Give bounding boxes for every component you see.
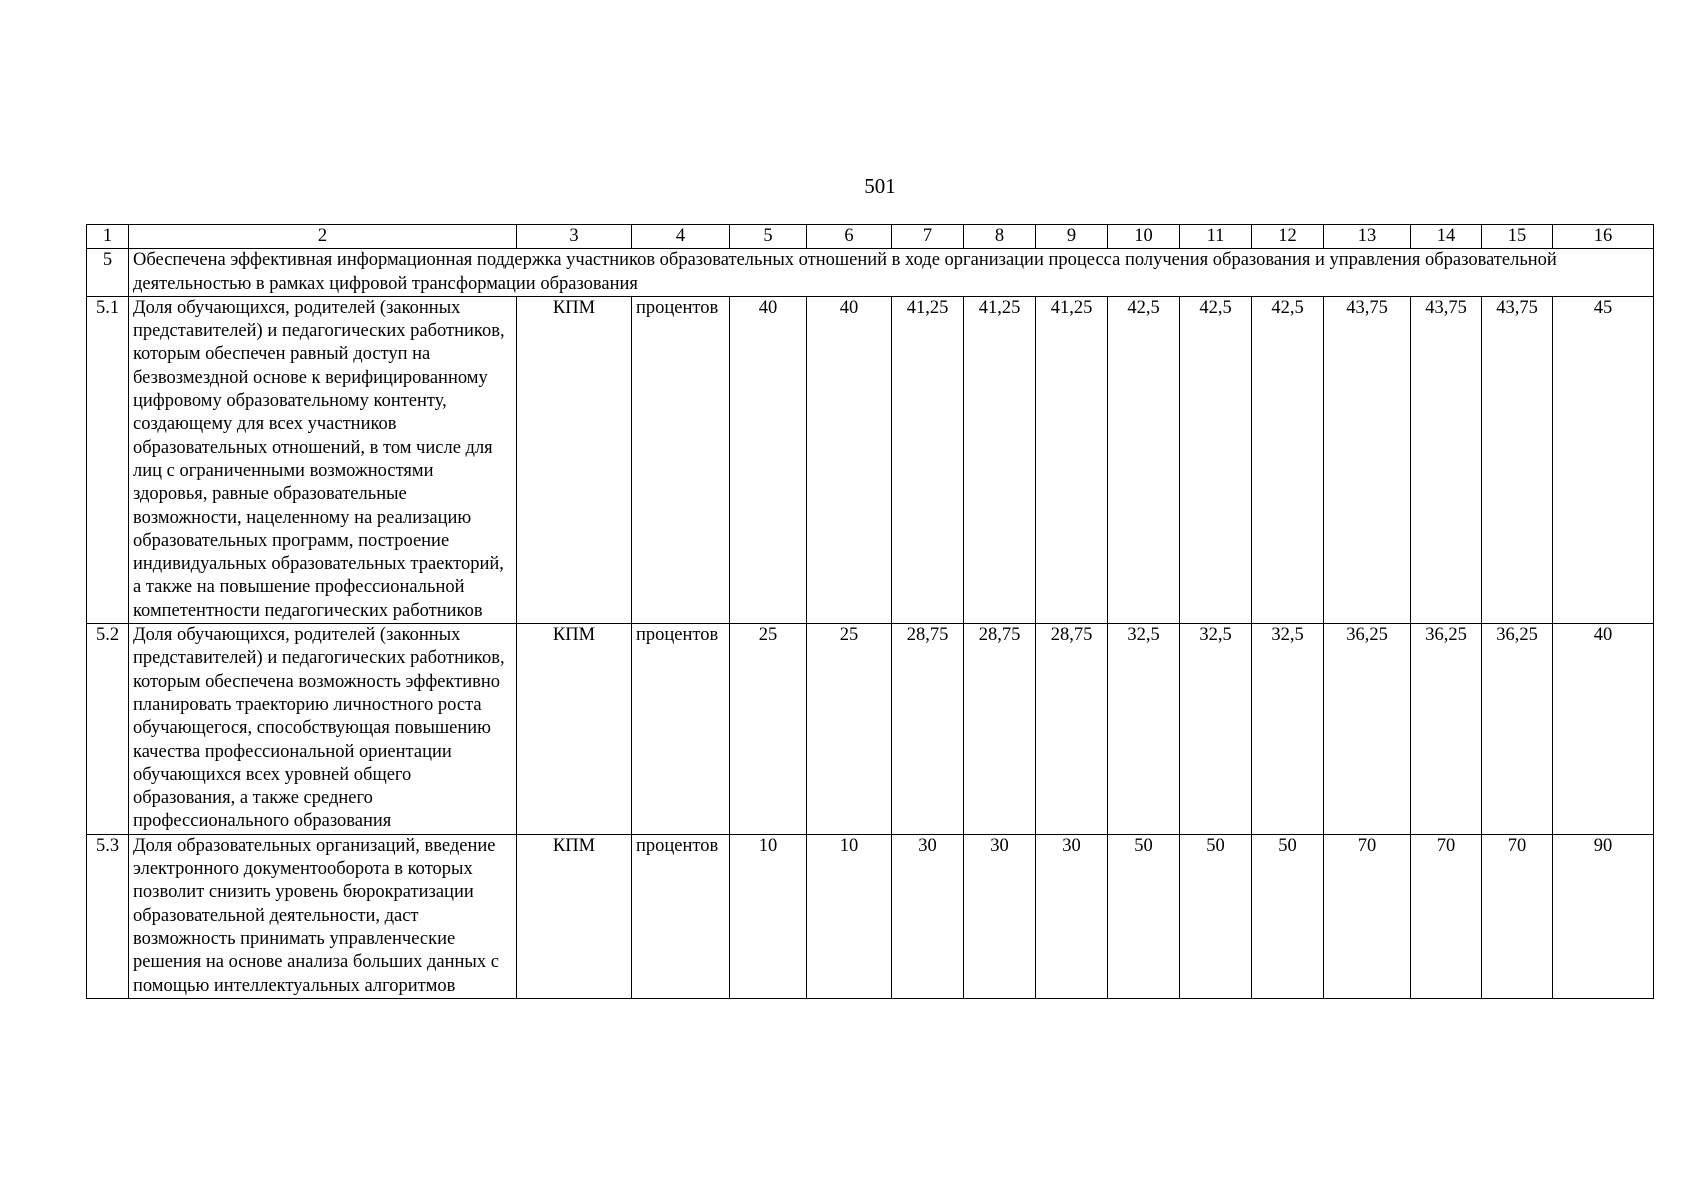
indicator-value: 32,5 bbox=[1252, 624, 1324, 835]
row-number: 5.3 bbox=[87, 834, 129, 998]
indicator-value: 43,75 bbox=[1482, 296, 1553, 623]
table-row bbox=[87, 834, 1654, 998]
indicator-value: 70 bbox=[1411, 834, 1482, 998]
column-number: 12 bbox=[1252, 225, 1324, 249]
indicator-value: 43,75 bbox=[1411, 296, 1482, 623]
indicator-value: 30 bbox=[892, 834, 964, 998]
indicator-value: 90 bbox=[1553, 834, 1654, 998]
indicator-type: КПМ bbox=[517, 834, 632, 998]
indicator-unit: процентов bbox=[632, 296, 730, 623]
indicator-value: 30 bbox=[1036, 834, 1108, 998]
column-number: 9 bbox=[1036, 225, 1108, 249]
indicator-type: КПМ bbox=[517, 624, 632, 835]
indicator-value: 50 bbox=[1180, 834, 1252, 998]
indicators-table bbox=[86, 224, 1654, 999]
indicator-value: 43,75 bbox=[1324, 296, 1411, 623]
indicator-value: 25 bbox=[807, 624, 892, 835]
column-number: 3 bbox=[517, 225, 632, 249]
indicator-value: 42,5 bbox=[1180, 296, 1252, 623]
indicator-value: 30 bbox=[964, 834, 1036, 998]
column-number-row bbox=[87, 225, 1654, 249]
section-row bbox=[87, 249, 1654, 297]
column-number: 7 bbox=[892, 225, 964, 249]
column-number: 8 bbox=[964, 225, 1036, 249]
section-title: Обеспечена эффективная информационная поддержка участников образовательных отношений в ходе организации процесса получения образования и управления образовательной деятельностью в рамках цифровой трансформации образования bbox=[129, 249, 1654, 297]
indicator-value: 28,75 bbox=[964, 624, 1036, 835]
indicator-value: 50 bbox=[1252, 834, 1324, 998]
indicator-value: 41,25 bbox=[892, 296, 964, 623]
indicator-value: 70 bbox=[1482, 834, 1553, 998]
indicator-value: 45 bbox=[1553, 296, 1654, 623]
indicator-value: 41,25 bbox=[964, 296, 1036, 623]
indicator-value: 40 bbox=[730, 296, 807, 623]
indicator-value: 42,5 bbox=[1108, 296, 1180, 623]
row-number: 5.2 bbox=[87, 624, 129, 835]
indicator-value: 70 bbox=[1324, 834, 1411, 998]
indicator-description: Доля обучающихся, родителей (законных представителей) и педагогических работников, которым обеспечен равный доступ на безвозмездной основе к верифицированному цифровому образовательному контенту, создающему для всех участников образовательных отношений, в том числе для лиц с ограниченными возможностями здоровья, равные образовательные возможности, нацеленному на реализацию образовательных программ, построение индивидуальных образовательных траекторий, а также на повышение профессиональной компетентности педагогических работников bbox=[129, 296, 517, 623]
indicator-value: 32,5 bbox=[1180, 624, 1252, 835]
column-number: 15 bbox=[1482, 225, 1553, 249]
column-number: 14 bbox=[1411, 225, 1482, 249]
indicator-value: 41,25 bbox=[1036, 296, 1108, 623]
column-number: 5 bbox=[730, 225, 807, 249]
indicator-value: 40 bbox=[807, 296, 892, 623]
column-number: 13 bbox=[1324, 225, 1411, 249]
indicator-value: 25 bbox=[730, 624, 807, 835]
table-row bbox=[87, 624, 1654, 835]
indicator-value: 32,5 bbox=[1108, 624, 1180, 835]
row-number: 5.1 bbox=[87, 296, 129, 623]
column-number: 16 bbox=[1553, 225, 1654, 249]
indicator-unit: процентов bbox=[632, 834, 730, 998]
column-number: 2 bbox=[129, 225, 517, 249]
indicator-unit: процентов bbox=[632, 624, 730, 835]
indicator-type: КПМ bbox=[517, 296, 632, 623]
column-number: 6 bbox=[807, 225, 892, 249]
indicator-value: 36,25 bbox=[1482, 624, 1553, 835]
indicator-value: 36,25 bbox=[1411, 624, 1482, 835]
indicator-value: 42,5 bbox=[1252, 296, 1324, 623]
indicator-value: 28,75 bbox=[892, 624, 964, 835]
column-number: 4 bbox=[632, 225, 730, 249]
indicator-description: Доля образовательных организаций, введение электронного документооборота в которых позволит снизить уровень бюрократизации образовательной деятельности, даст возможность принимать управленческие решения на основе анализа больших данных с помощью интеллектуальных алгоритмов bbox=[129, 834, 517, 998]
indicator-value: 10 bbox=[807, 834, 892, 998]
indicator-value: 36,25 bbox=[1324, 624, 1411, 835]
column-number: 11 bbox=[1180, 225, 1252, 249]
table-row bbox=[87, 296, 1654, 623]
column-number: 10 bbox=[1108, 225, 1180, 249]
column-number: 1 bbox=[87, 225, 129, 249]
indicator-value: 28,75 bbox=[1036, 624, 1108, 835]
indicator-value: 50 bbox=[1108, 834, 1180, 998]
indicator-value: 40 bbox=[1553, 624, 1654, 835]
indicator-value: 10 bbox=[730, 834, 807, 998]
page-number: 501 bbox=[864, 174, 896, 198]
indicator-description: Доля обучающихся, родителей (законных представителей) и педагогических работников, которым обеспечена возможность эффективно планировать траекторию личностного роста обучающегося, способствующая повышению качества профессиональной ориентации обучающихся всех уровней общего образования, а также среднего профессионального образования bbox=[129, 624, 517, 835]
section-number: 5 bbox=[87, 249, 129, 297]
